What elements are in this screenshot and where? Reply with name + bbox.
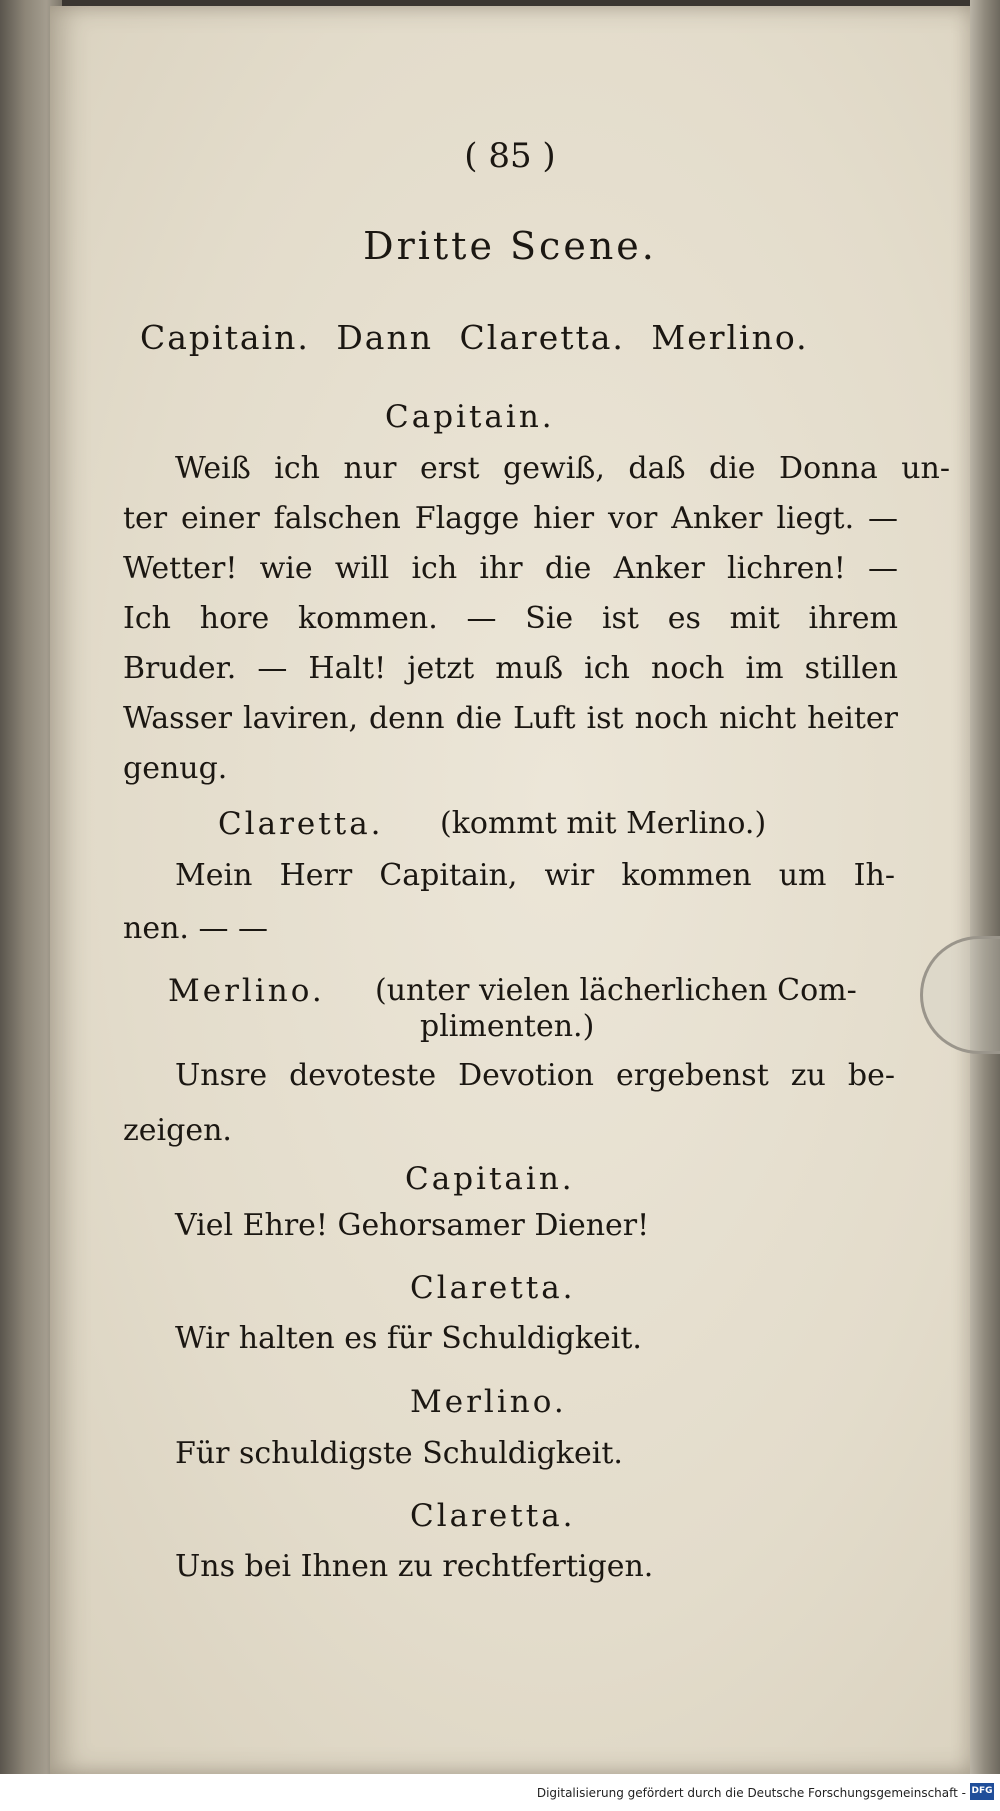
speech-line: Uns bei Ihnen zu rechtfertigen. bbox=[175, 1549, 654, 1584]
dfg-logo: DFG bbox=[970, 1783, 994, 1800]
stage-direction: plimenten.) bbox=[420, 1009, 595, 1044]
speech-line: nen. — — bbox=[123, 911, 269, 946]
stage-direction: (unter vielen lächerlichen Com- bbox=[375, 973, 857, 1008]
speaker-merlino: Merlino. bbox=[168, 973, 325, 1009]
speech-line: Wetter! wie will ich ihr die Anker lichren! — bbox=[123, 551, 898, 586]
speaker-claretta: Claretta. bbox=[218, 806, 384, 842]
speaker-claretta: Claretta. bbox=[410, 1270, 576, 1306]
digitization-credit: Digitalisierung gefördert durch die Deutsche Forschungsgemeinschaft - bbox=[536, 1786, 966, 1800]
stage-direction: (kommt mit Merlino.) bbox=[440, 806, 767, 841]
speech-line: Bruder. — Halt! jetzt muß ich noch im stillen bbox=[123, 651, 898, 686]
speaker-capitain: Capitain. bbox=[405, 1161, 575, 1197]
speech-line: genug. bbox=[123, 751, 228, 786]
speech-line: Mein Herr Capitain, wir kommen um Ih- bbox=[175, 858, 895, 893]
speaker-capitain: Capitain. bbox=[385, 399, 555, 435]
scene-title: Dritte Scene. bbox=[363, 224, 657, 268]
speech-line: zeigen. bbox=[123, 1113, 232, 1148]
speech-line: Wasser laviren, denn die Luft ist noch nicht heiter bbox=[123, 701, 898, 736]
speaker-merlino: Merlino. bbox=[410, 1384, 567, 1420]
cast-list: Capitain. Dann Claretta. Merlino. bbox=[140, 318, 809, 357]
page-edge bbox=[970, 0, 1000, 1780]
speaker-claretta: Claretta. bbox=[410, 1498, 576, 1534]
speech-line: Unsre devoteste Devotion ergebenst zu be- bbox=[175, 1058, 895, 1093]
page-number: ( 85 ) bbox=[464, 136, 556, 176]
speech-line: Wir halten es für Schuldigkeit. bbox=[175, 1321, 642, 1356]
speech-line: Weiß ich nur erst gewiß, daß die Donna un- bbox=[175, 451, 950, 486]
speech-line: Ich hore kommen. — Sie ist es mit ihrem bbox=[123, 601, 898, 636]
speech-line: Viel Ehre! Gehorsamer Diener! bbox=[175, 1208, 650, 1243]
speech-line: Für schuldigste Schuldigkeit. bbox=[175, 1436, 623, 1471]
speech-line: ter einer falschen Flagge hier vor Anker liegt. — bbox=[123, 501, 898, 536]
book-page bbox=[50, 6, 970, 1774]
